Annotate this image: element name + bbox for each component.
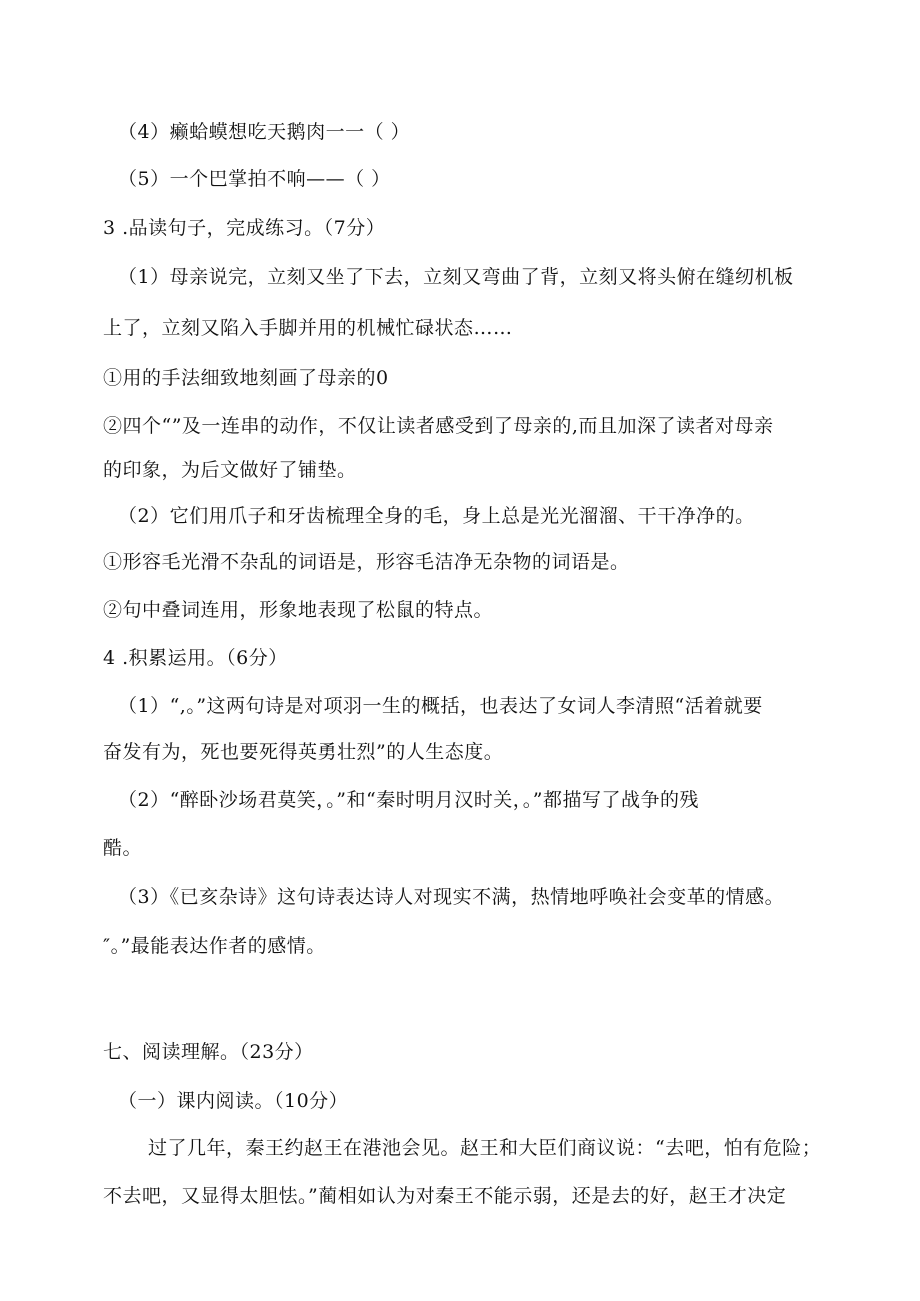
q4-item-2-line-1: （2）“醉卧沙场君莫笑，。”和“秦时明月汉时关，。”都描写了战争的残 [118,789,699,811]
q3-sentence-1-line-2: 上了，立刻又陷入手脚并用的机械忙碌状态…… [103,317,513,339]
question-3-heading: 3 .品读句子，完成练习。（7分） [103,217,386,239]
q4-item-2-line-2: 酷。 [103,837,143,859]
q4-item-3-line-1: （3）《已亥杂诗》这句诗表达诗人对现实不满，热情地呼唤社会变革的情感。 [118,886,785,908]
idiom-item-4: （4）癞蛤蟆想吃天鹅肉一一（ ） [118,121,411,143]
question-4-heading: 4 .积累运用。（6分） [103,647,288,669]
section-7-heading: 七、阅读理解。（23分） [103,1041,314,1063]
q3-2-subquestion-b: ②句中叠词连用，形象地表现了松鼠的特点。 [103,599,494,621]
q3-sentence-2: （2）它们用爪子和牙齿梳理全身的毛，身上总是光光溜溜、干干净净的。 [118,505,755,527]
q4-item-1-line-1: （1）“,。”这两句诗是对项羽一生的概括，也表达了女词人李清照“活着就要 [118,695,763,717]
passage-line-1: 过了几年，秦王约赵王在港池会见。赵王和大臣们商议说：“去吧，怕有危险； [148,1137,822,1159]
passage-line-2: 不去吧，又显得太胆怯。”蔺相如认为对秦王不能示弱，还是去的好，赵王才决定 [103,1185,787,1207]
q3-1-subquestion-b-line-2: 的印象，为后文做好了铺垫。 [103,459,357,481]
q4-item-1-line-2: 奋发有为，死也要死得英勇壮烈”的人生态度。 [103,741,504,763]
q3-1-subquestion-b-line-1: ②四个“”及一连串的动作，不仅让读者感受到了母亲的,而且加深了读者对母亲 [103,415,774,437]
q3-2-subquestion-a: ①形容毛光滑不杂乱的词语是，形容毛洁净无杂物的词语是。 [103,551,630,573]
q3-sentence-1-line-1: （1）母亲说完，立刻又坐了下去，立刻又弯曲了背，立刻又将头俯在缝纫机板 [118,266,794,288]
q3-1-subquestion-a: ①用的手法细致地刻画了母亲的0 [103,367,389,389]
reading-part-1-heading: （一）课内阅读。（10分） [118,1090,349,1112]
q4-item-3-line-2: ″。”最能表达作者的感情。 [103,935,326,957]
idiom-item-5: （5）一个巴掌拍不响——（ ） [118,168,391,190]
